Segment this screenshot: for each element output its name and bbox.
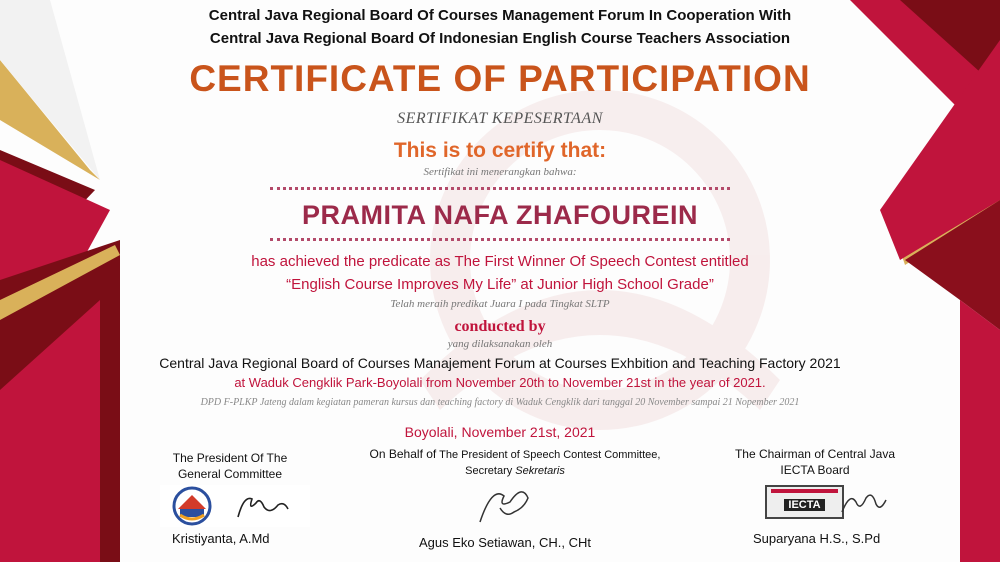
center-signatory-title-1 (355, 446, 675, 463)
dotted-divider-bottom (270, 238, 730, 241)
issue-date: Boyolali, November 21st, 2021 (404, 424, 596, 440)
left-signatory-name: Kristiyanta, A.Md (172, 531, 270, 546)
venue-text: at Waduk Cengklik Park-Boyolali from November 20th to November 21st in the year of 2021. (234, 375, 766, 390)
organizer-text: Central Java Regional Board of Courses Manajement Forum at Courses Exhbition and Teaching Factory 2021 (159, 355, 841, 371)
left-signatory-title-2: General Committee (177, 467, 283, 481)
recipient-name: PRAMITA NAFA ZHAFOUREIN (302, 200, 698, 230)
dotted-divider-top (270, 187, 730, 190)
certificate-title-id: SERTIFIKAT KEPESERTAAN (397, 110, 603, 127)
right-signatory-title-1: The Chairman of Central Java (734, 447, 896, 461)
iecta-stamp-icon (765, 485, 844, 519)
left-stamp-and-signature (160, 485, 310, 527)
right-signatory-title-2: IECTA Board (780, 463, 850, 477)
conducted-by-label-id: yang dilaksanakan oleh (447, 338, 553, 350)
left-signatory-title (150, 450, 310, 482)
center-signatory-position: The President of Speech Contest Committee, (439, 449, 661, 461)
certificate-title: CERTIFICATE OF PARTICIPATION (189, 58, 811, 99)
left-signatory-title-1: The President Of The (172, 451, 288, 465)
secretary-label: Secretary (465, 465, 513, 477)
center-signatory-name: Agus Eko Setiawan, CH., CHt (419, 535, 591, 550)
committee-logo-icon (174, 488, 210, 524)
achievement-line-1: has achieved the predicate as The First Winner Of Speech Contest entitled (251, 253, 749, 270)
certify-text-id: Sertifikat ini menerangkan bahwa: (423, 166, 577, 178)
center-signatory-title-2 (355, 463, 675, 479)
iecta-stamp-text: IECTA (784, 499, 824, 511)
venue-text-id: DPD F-PLKP Jateng dalam kegiatan pameran kursus dan teaching factory di Waduk Cengklik dari tanggal 20 November sampai 21 Nopember 2021 (200, 397, 800, 408)
conducted-by-label: conducted by (454, 318, 546, 335)
center-signatory-title (355, 446, 675, 479)
issuer-line-1: Central Java Regional Board Of Courses Management Forum In Cooperation With (208, 7, 792, 24)
right-signature-icon (838, 486, 888, 520)
stamp-header-bar (771, 489, 838, 493)
on-behalf-label: On Behalf of (369, 447, 437, 461)
achievement-line-id: Telah meraih predikat Juara I pada Tingkat SLTP (390, 298, 610, 310)
secretary-label-id: Sekretaris (515, 465, 565, 477)
certify-text: This is to certify that: (393, 139, 607, 162)
center-signature-icon (470, 478, 540, 528)
right-signatory-name: Suparyana H.S., S.Pd (753, 531, 881, 546)
achievement-line-2: “English Course Improves My Life” at Junior High School Grade” (286, 276, 714, 293)
right-signatory-title (720, 446, 910, 478)
issuer-line-2: Central Java Regional Board Of Indonesian English Course Teachers Association (209, 30, 791, 47)
